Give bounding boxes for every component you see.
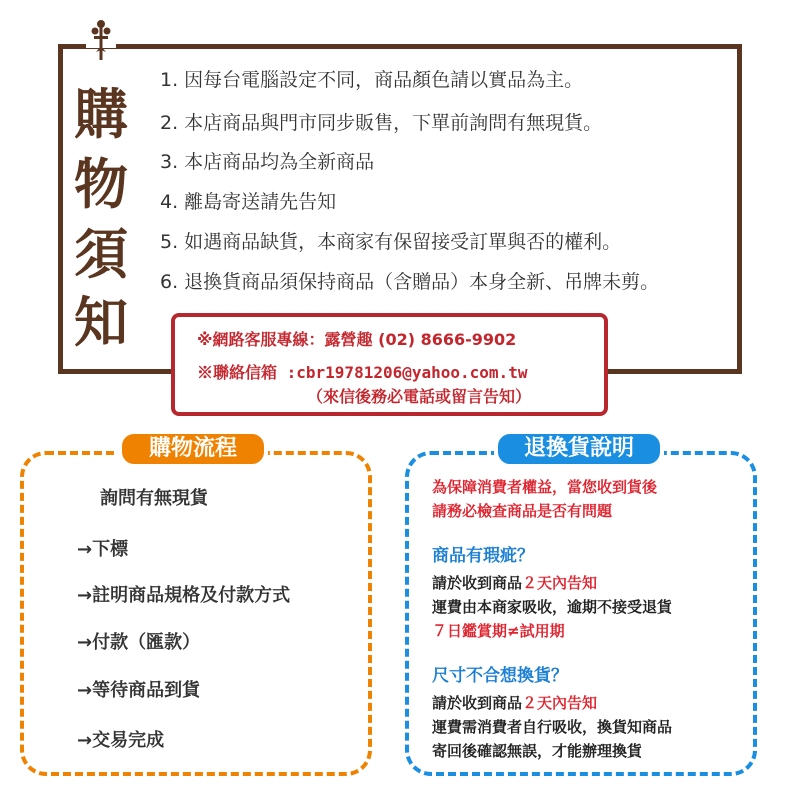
email-link[interactable]: ※聯絡信箱 :cbr19781206@yahoo.com.tw (197, 363, 528, 382)
returns-intro: 為保障消費者權益，當您收到貨後 (432, 478, 658, 496)
defect-line (432, 572, 597, 594)
size-heading: 尺寸不合想換貨？ (432, 666, 568, 686)
returns-intro: 請務必檢查商品是否有問題 (432, 502, 613, 520)
flow-step: →下標 (77, 539, 129, 560)
shopping-flow-title (118, 430, 268, 468)
hotline-text: ※網路客服專線：露營趣 (02) 8666-9902 (197, 330, 517, 349)
size-deadline: ２天內告知 (522, 694, 598, 712)
size-line: 運費需消費者自行吸收，換貨知商品 (432, 718, 673, 736)
defect-line-prefix: 請於收到商品 (432, 574, 523, 592)
size-line: 寄回後確認無誤，才能辦理換貨 (432, 742, 643, 760)
flow-step: →註明商品規格及付款方式 (77, 585, 291, 606)
rule-item: 1. 因每台電腦設定不同，商品顏色請以實品為主。 (160, 69, 584, 91)
rule-item: 2. 本店商品與門市同步販售，下單前詢問有無現貨。 (160, 112, 603, 134)
title-char: 須 (74, 223, 128, 286)
fleur-ornament-icon (86, 16, 116, 64)
flow-step: →交易完成 (77, 730, 165, 751)
returns-title-text: 退換貨說明 (498, 434, 660, 464)
title-char: 知 (74, 291, 128, 354)
rule-item: 4. 離島寄送請先告知 (160, 191, 337, 213)
size-line (432, 692, 597, 714)
flow-step: →等待商品到貨 (77, 680, 201, 701)
returns-title (494, 430, 664, 468)
title-char: 購 (74, 83, 128, 146)
defect-line: ７日鑑賞期≠試用期 (432, 622, 565, 640)
shopping-flow-title-text: 購物流程 (122, 434, 264, 464)
flow-step: →付款（匯款） (77, 632, 201, 653)
contact-note: （來信後務必電話或留言告知） (307, 387, 532, 406)
defect-heading: 商品有瑕疵？ (432, 546, 534, 566)
defect-line: 運費由本商家吸收，逾期不接受退貨 (432, 598, 673, 616)
defect-deadline: ２天內告知 (522, 574, 598, 592)
rule-item: 6. 退換貨商品須保持商品（含贈品）本身全新、吊牌未剪。 (160, 271, 660, 293)
title-char: 物 (74, 153, 128, 216)
contact-box (171, 313, 608, 416)
flow-step: 詢問有無現貨 (100, 488, 208, 509)
size-line-prefix: 請於收到商品 (432, 694, 523, 712)
rule-item: 3. 本店商品均為全新商品 (160, 151, 375, 173)
rule-item: 5. 如遇商品缺貨，本商家有保留接受訂單與否的權利。 (160, 231, 622, 253)
